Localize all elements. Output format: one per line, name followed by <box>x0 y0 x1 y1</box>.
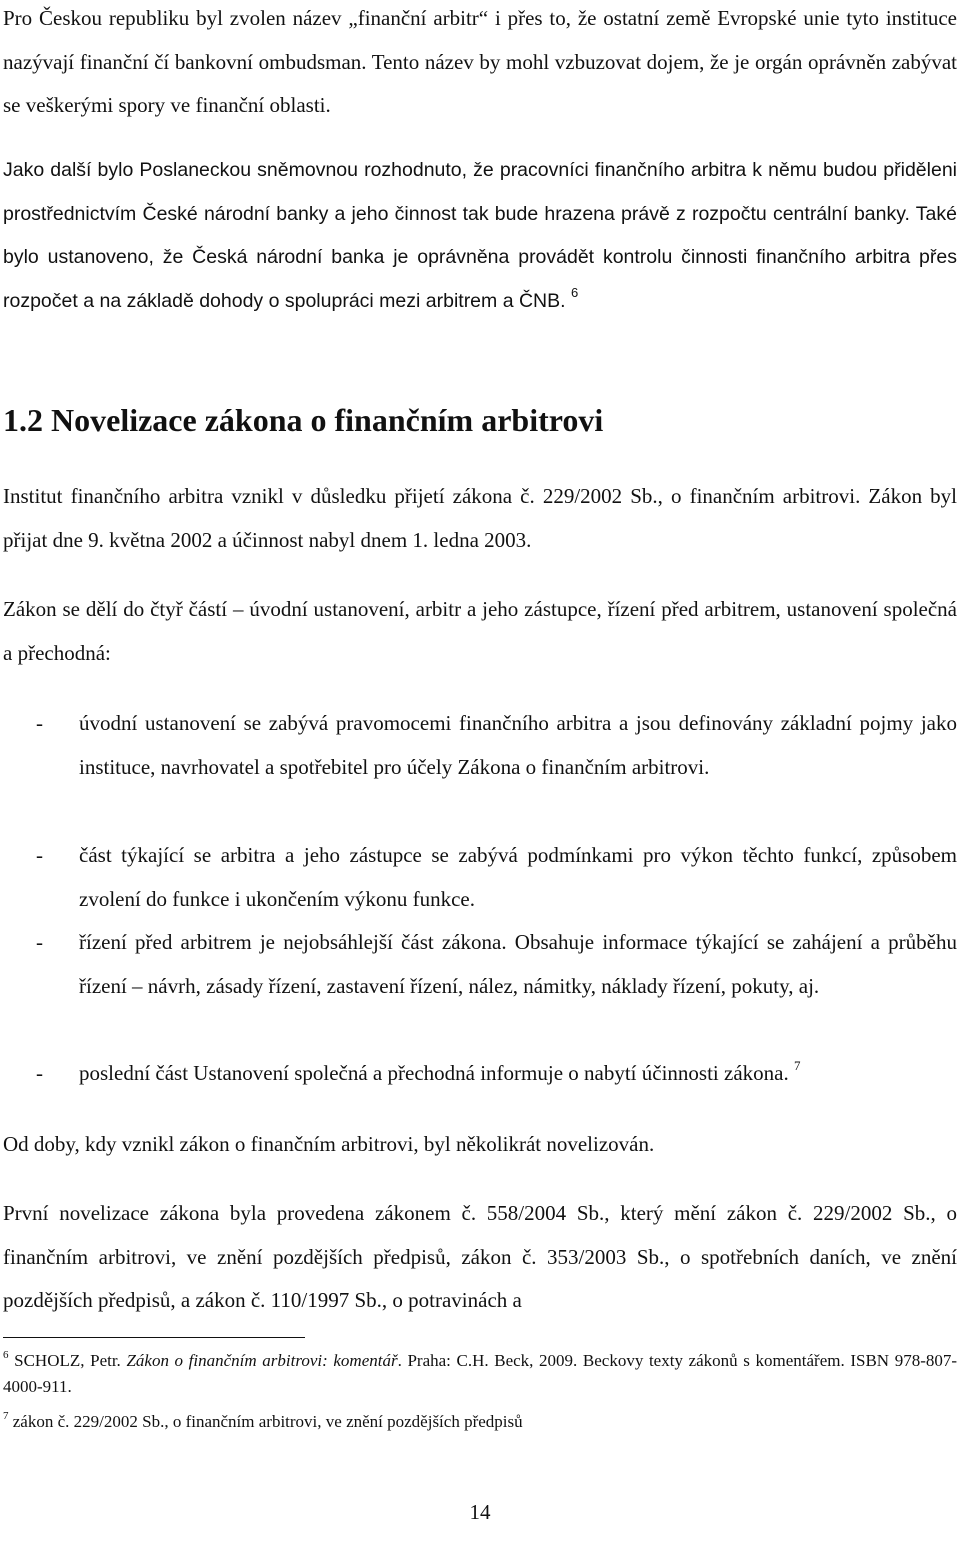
paragraph-first-amendment: První novelizace zákona byla provedena zákonem č. 558/2004 Sb., který mění zákon č. 229/2002 Sb., o finančním arbitrovi, ve znění pozdějších předpisů, zákon č. 353/2003 Sb., o spotřebních daních, ve znění pozdějších předpisů, a zákon č. 110/1997 Sb., o potravinách a <box>3 1201 957 1312</box>
footnote-text: zákon č. 229/2002 Sb., o finančním arbitrovi, ve znění pozdějších předpisů <box>12 1412 523 1431</box>
paragraph-funding <box>3 149 957 323</box>
footnote-ref-6[interactable]: 6 <box>570 285 579 300</box>
list-item-text: řízení před arbitrem je nejobsáhlejší část zákona. Obsahuje informace týkající se zahájení a průběhu řízení – návrh, zásady řízení, zastavení řízení, nález, námitky, náklady řízení, pokuty, aj. <box>79 930 957 998</box>
footnote-number: 6 <box>3 1349 9 1362</box>
paragraph-origin: Institut finančního arbitra vznikl v důsledku přijetí zákona č. 229/2002 Sb., o finančním arbitrovi. Zákon byl přijat dne 9. května 2002 a účinnost nabyl dnem 1. ledna 2003. <box>3 484 957 552</box>
list-item-text-body: poslední část Ustanovení společná a přechodná informuje o nabytí účinnosti zákona. <box>79 1061 789 1085</box>
footnote-separator <box>3 1337 305 1338</box>
list-bullet: - <box>36 843 43 867</box>
footnote-author: SCHOLZ, Petr. <box>14 1351 127 1370</box>
paragraph-amendments: Od doby, kdy vznikl zákon o finančním arbitrovi, byl několikrát novelizován. <box>3 1132 655 1156</box>
page-number: 14 <box>469 1500 491 1524</box>
footnote-publication: . Praha: C.H. Beck, 2009. Beckovy texty zákonů s komentářem. ISBN 978-807-4000-911. <box>3 1351 958 1396</box>
footnote-6 <box>3 1348 957 1400</box>
list-item-text: část týkající se arbitra a jeho zástupce se zabývá podmínkami pro výkon těchto funkcí, způsobem zvolení do funkce i ukončením výkonu funkce. <box>79 843 957 911</box>
paragraph-funding-text: Jako další bylo Poslaneckou sněmovnou rozhodnuto, že pracovníci finančního arbitra k němu budou přiděleni prostřednictvím České národní banky a jeho činnost tak bude hrazena právě z rozpočtu centrální banky. Také bylo ustanoveno, že Česká národní banka je oprávněna provádět kontrolu činnosti finančního arbitra přes rozpočet a na základě dohody o spolupráci mezi arbitrem a ČNB. <box>3 159 957 312</box>
list-bullet: - <box>36 711 43 735</box>
footnote-7 <box>3 1409 957 1435</box>
paragraph-structure: Zákon se dělí do čtyř částí – úvodní ustanovení, arbitr a jeho zástupce, řízení před arbitrem, ustanovení společná a přechodná: <box>3 597 957 665</box>
list-bullet: - <box>36 930 43 954</box>
section-heading: 1.2 Novelizace zákona o finančním arbitrovi <box>3 402 604 438</box>
paragraph-intro: Pro Českou republiku byl zvolen název „finanční arbitr“ i přes to, že ostatní země Evropské unie tyto instituce nazývají finanční čí bankovní ombudsman. Tento název by mohl vzbuzovat dojem, že je orgán oprávněn zabývat se veškerými spory ve finanční oblasti. <box>3 6 957 117</box>
list-item-text: úvodní ustanovení se zabývá pravomocemi finančního arbitra a jsou definovány základní pojmy jako instituce, navrhovatel a spotřebitel pro účely Zákona o finančním arbitrovi. <box>79 711 957 779</box>
footnote-ref-7[interactable]: 7 <box>793 1058 801 1073</box>
footnote-title: Zákon o finančním arbitrovi: komentář <box>126 1351 398 1370</box>
list-item-text <box>79 1052 957 1096</box>
footnote-number: 7 <box>3 1410 9 1423</box>
list-bullet: - <box>36 1061 43 1085</box>
